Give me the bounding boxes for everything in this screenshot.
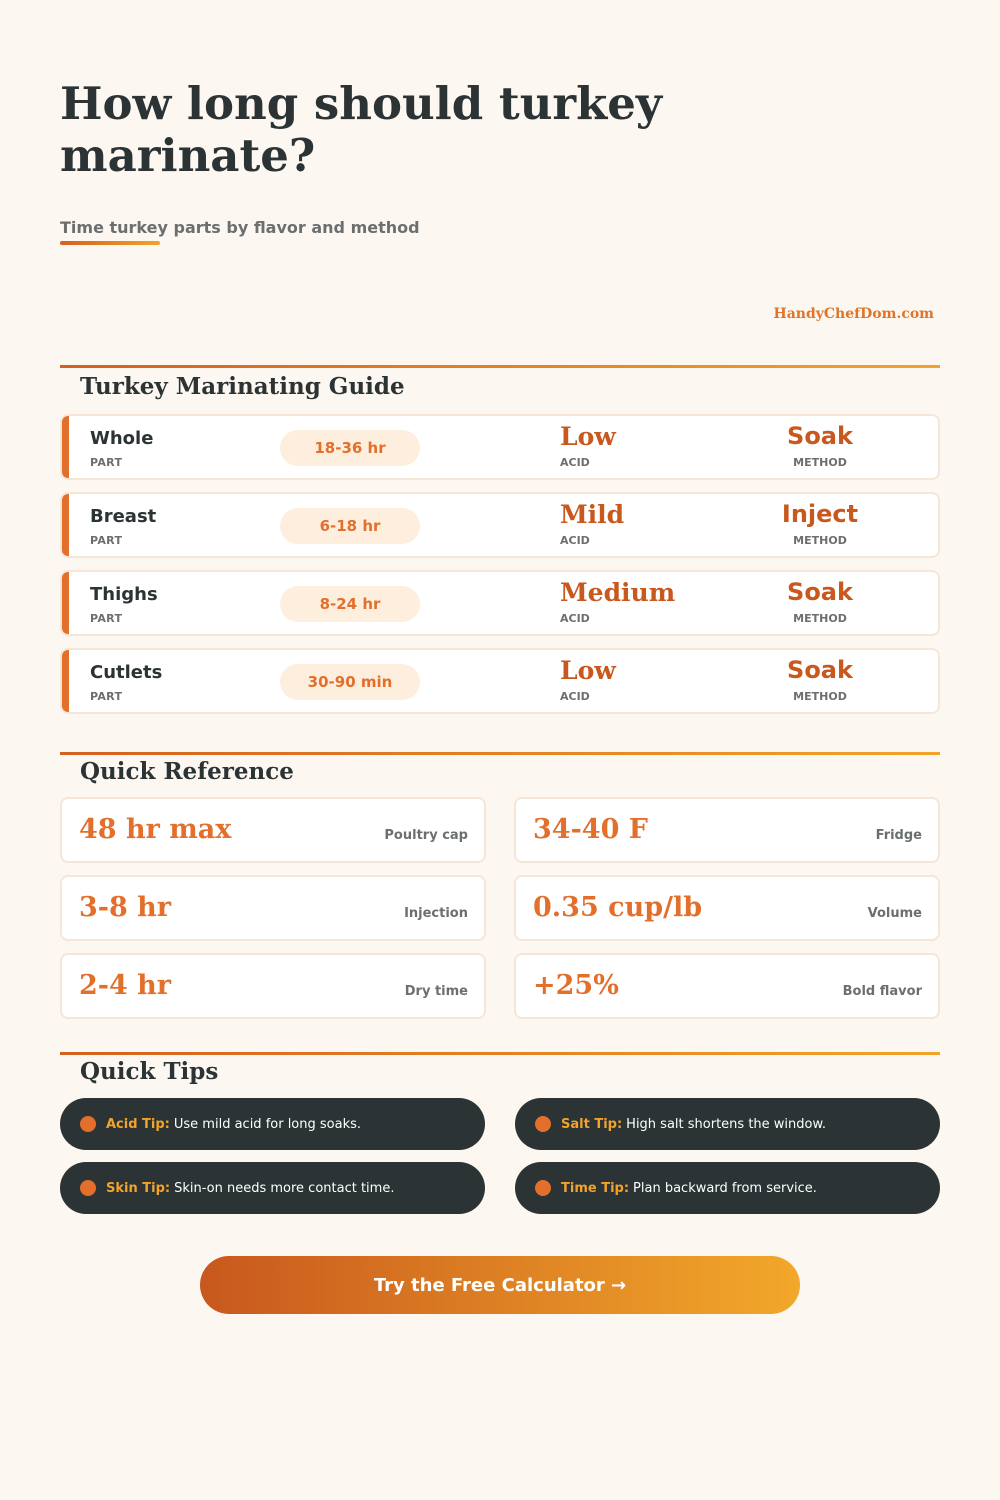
method-label: METHOD [793, 456, 847, 469]
part-name: Whole [90, 428, 154, 449]
section-divider [60, 1052, 940, 1055]
tips-grid [60, 1098, 940, 1214]
reference-value: 0.35 cup/lb [533, 892, 703, 923]
acid-value: Low [560, 656, 616, 685]
row-accent-bar [62, 416, 69, 478]
page-title: How long should turkey marinate? [60, 77, 663, 182]
part-name: Thighs [90, 584, 158, 605]
reference-card [60, 797, 486, 863]
reference-card [514, 875, 940, 941]
part-name: Cutlets [90, 662, 163, 683]
acid-label: ACID [560, 456, 590, 469]
tip-text: Skin-on needs more contact time. [174, 1180, 395, 1196]
tip-text: Plan backward from service. [633, 1180, 817, 1196]
tip-pill [60, 1098, 485, 1150]
tip-text: High salt shortens the window. [626, 1116, 827, 1132]
time-badge: 8-24 hr [280, 586, 420, 622]
guide-row [60, 492, 940, 558]
calculator-cta-button[interactable]: Try the Free Calculator → [200, 1256, 800, 1314]
method-value: Soak [787, 578, 853, 606]
part-label: PART [90, 612, 123, 625]
section-divider [60, 752, 940, 755]
part-name: Breast [90, 506, 157, 527]
reference-grid [60, 797, 940, 1019]
guide-title: Turkey Marinating Guide [80, 373, 405, 400]
method-label: METHOD [793, 534, 847, 547]
tips-title: Quick Tips [80, 1058, 219, 1085]
guide-row [60, 570, 940, 636]
reference-value: 34-40 F [533, 814, 648, 845]
reference-label: Injection [404, 906, 468, 921]
tip-key: Time Tip: [561, 1180, 630, 1196]
reference-value: 2-4 hr [79, 970, 172, 1001]
part-label: PART [90, 456, 123, 469]
bullet-dot-icon [535, 1180, 551, 1196]
reference-card [60, 953, 486, 1019]
brand-link[interactable]: HandyChefDom.com [773, 306, 934, 322]
method-label: METHOD [793, 612, 847, 625]
method-value: Soak [787, 422, 853, 450]
tip-pill [515, 1162, 940, 1214]
tip-key: Acid Tip: [106, 1116, 170, 1132]
acid-value: Low [560, 422, 616, 451]
row-accent-bar [62, 572, 69, 634]
reference-value: +25% [533, 970, 619, 1001]
bullet-dot-icon [80, 1180, 96, 1196]
time-badge: 18-36 hr [280, 430, 420, 466]
acid-label: ACID [560, 690, 590, 703]
reference-label: Bold flavor [842, 984, 922, 999]
page-subtitle: Time turkey parts by flavor and method [60, 218, 420, 237]
part-label: PART [90, 690, 123, 703]
guide-row [60, 648, 940, 714]
reference-value: 48 hr max [79, 814, 232, 845]
reference-label: Fridge [875, 828, 922, 843]
reference-card [514, 953, 940, 1019]
bullet-dot-icon [80, 1116, 96, 1132]
time-badge: 6-18 hr [280, 508, 420, 544]
acid-value: Medium [560, 578, 676, 607]
time-badge: 30-90 min [280, 664, 420, 700]
tip-pill [515, 1098, 940, 1150]
acid-value: Mild [560, 500, 625, 529]
acid-label: ACID [560, 612, 590, 625]
tip-text: Use mild acid for long soaks. [173, 1116, 362, 1132]
tip-key: Salt Tip: [561, 1116, 623, 1132]
reference-label: Volume [867, 906, 922, 921]
guide-row [60, 414, 940, 480]
row-accent-bar [62, 650, 69, 712]
reference-card [60, 875, 486, 941]
row-accent-bar [62, 494, 69, 556]
reference-label: Dry time [404, 984, 468, 999]
reference-value: 3-8 hr [79, 892, 172, 923]
reference-card [514, 797, 940, 863]
method-value: Soak [787, 656, 853, 684]
guide-list [60, 414, 940, 726]
acid-label: ACID [560, 534, 590, 547]
tip-pill [60, 1162, 485, 1214]
tip-key: Skin Tip: [106, 1180, 171, 1196]
section-divider [60, 365, 940, 368]
method-label: METHOD [793, 690, 847, 703]
method-value: Inject [781, 500, 859, 528]
part-label: PART [90, 534, 123, 547]
reference-title: Quick Reference [80, 758, 294, 785]
bullet-dot-icon [535, 1116, 551, 1132]
reference-label: Poultry cap [384, 828, 468, 843]
subtitle-underline [60, 241, 160, 245]
